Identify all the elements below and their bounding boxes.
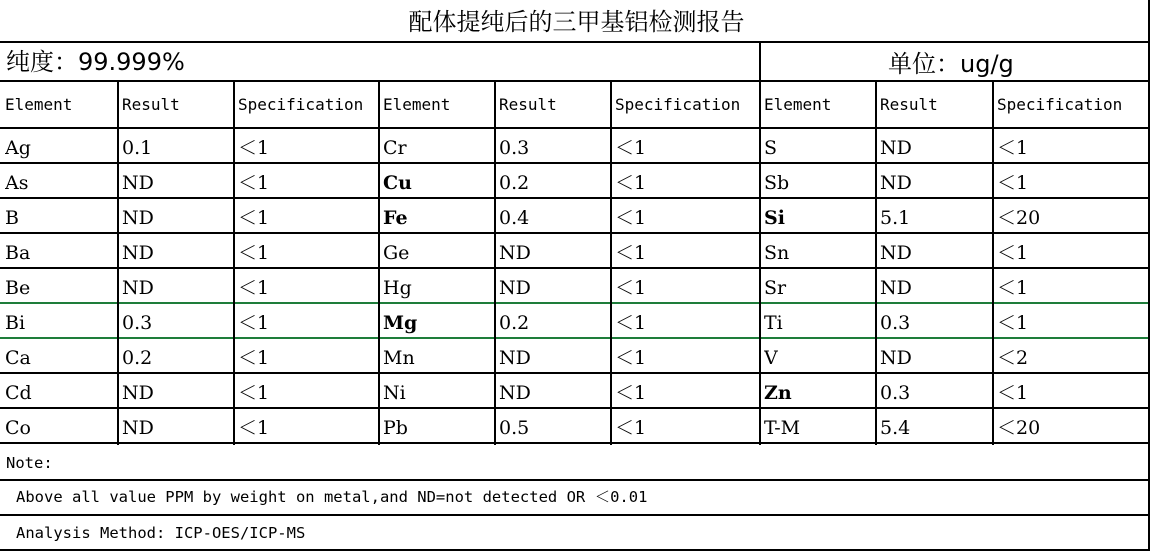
cell-specification[interactable]: ＜1 <box>997 172 1029 194</box>
cell-result[interactable]: ND <box>122 207 154 229</box>
cell-specification[interactable]: ＜1 <box>997 137 1029 159</box>
grid-vline <box>378 80 380 445</box>
grid-hline <box>0 197 1150 199</box>
cell-element[interactable]: Sb <box>764 172 790 194</box>
cell-result[interactable]: ND <box>880 277 912 299</box>
grid-vline <box>759 80 761 445</box>
cell-result[interactable]: 5.1 <box>880 207 911 229</box>
grid-vline <box>875 80 877 445</box>
grid-hline <box>0 232 1150 234</box>
cell-specification[interactable]: ＜1 <box>238 172 270 194</box>
cell-specification[interactable]: ＜1 <box>615 347 647 369</box>
grid-vline <box>117 80 119 445</box>
cell-result[interactable]: 0.3 <box>880 382 911 404</box>
col-header-specification-1[interactable]: Specification <box>238 95 364 114</box>
cell-result[interactable]: 0.2 <box>499 172 530 194</box>
cell-result[interactable]: ND <box>122 417 154 439</box>
cell-specification[interactable]: ＜1 <box>615 382 647 404</box>
cell-result[interactable]: ND <box>880 137 912 159</box>
cell-specification[interactable]: ＜1 <box>238 347 270 369</box>
cell-specification[interactable]: ＜1 <box>615 137 647 159</box>
cell-result[interactable]: ND <box>122 242 154 264</box>
col-header-element-1[interactable]: Element <box>5 95 73 114</box>
cell-specification[interactable]: ＜20 <box>997 417 1041 439</box>
cell-element[interactable]: Si <box>764 207 785 229</box>
cell-specification[interactable]: ＜1 <box>238 382 270 404</box>
cell-result[interactable]: 0.3 <box>499 137 530 159</box>
col-header-specification-3[interactable]: Specification <box>997 95 1123 114</box>
col-header-result-1[interactable]: Result <box>122 95 180 114</box>
cell-element[interactable]: Fe <box>383 207 408 229</box>
cell-result[interactable]: ND <box>880 242 912 264</box>
cell-specification[interactable]: ＜1 <box>615 417 647 439</box>
cell-element[interactable]: Cr <box>383 137 407 159</box>
cell-specification[interactable]: ＜1 <box>997 242 1029 264</box>
purity-label[interactable]: 纯度：99.999% <box>6 48 185 76</box>
grid-hline <box>0 80 1150 82</box>
note-text[interactable]: Above all value PPM by weight on metal,and ND=not detected OR ＜0.01 <box>16 488 648 506</box>
cell-result[interactable]: ND <box>880 172 912 194</box>
report-title[interactable]: 配体提纯后的三甲基铝检测报告 <box>408 8 745 36</box>
cell-result[interactable]: 0.3 <box>122 312 153 334</box>
grid-hline <box>0 372 1150 374</box>
cell-specification[interactable]: ＜1 <box>615 312 647 334</box>
col-header-element-3[interactable]: Element <box>764 95 832 114</box>
col-header-specification-2[interactable]: Specification <box>615 95 741 114</box>
cell-specification[interactable]: ＜1 <box>238 312 270 334</box>
grid-hline <box>0 267 1150 269</box>
cell-result[interactable]: 5.4 <box>880 417 911 439</box>
cell-specification[interactable]: ＜2 <box>997 347 1029 369</box>
cell-specification[interactable]: ＜1 <box>238 137 270 159</box>
cell-result[interactable]: ND <box>122 172 154 194</box>
cell-result[interactable]: ND <box>122 277 154 299</box>
grid-vline <box>494 80 496 445</box>
grid-hline <box>0 442 1150 444</box>
cell-element[interactable]: Ge <box>383 242 410 264</box>
cell-element[interactable]: Pb <box>383 417 408 439</box>
cell-element[interactable]: Ca <box>5 347 31 369</box>
cell-element[interactable]: Cu <box>383 172 412 194</box>
cell-element[interactable]: T-M <box>764 417 801 439</box>
cell-specification[interactable]: ＜1 <box>997 312 1029 334</box>
cell-result[interactable]: ND <box>880 347 912 369</box>
col-header-result-2[interactable]: Result <box>499 95 557 114</box>
cell-specification[interactable]: ＜1 <box>615 172 647 194</box>
cell-specification[interactable]: ＜1 <box>615 242 647 264</box>
col-header-element-2[interactable]: Element <box>383 95 451 114</box>
cell-result[interactable]: 0.3 <box>880 312 911 334</box>
cell-result[interactable]: ND <box>499 277 531 299</box>
grid-hline <box>0 549 1150 551</box>
grid-hline <box>0 407 1150 409</box>
cell-specification[interactable]: ＜1 <box>997 277 1029 299</box>
grid-vline <box>992 80 994 445</box>
cell-specification[interactable]: ＜1 <box>615 277 647 299</box>
cell-element[interactable]: Ba <box>5 242 31 264</box>
grid-vline <box>759 41 761 82</box>
cell-result[interactable]: ND <box>499 347 531 369</box>
cell-result[interactable]: 0.1 <box>122 137 153 159</box>
cell-specification[interactable]: ＜1 <box>238 242 270 264</box>
cell-specification[interactable]: ＜20 <box>997 207 1041 229</box>
cell-specification[interactable]: ＜1 <box>997 382 1029 404</box>
grid-vline <box>233 80 235 445</box>
cell-result[interactable]: ND <box>122 382 154 404</box>
cell-element[interactable]: Mn <box>383 347 415 369</box>
cell-element[interactable]: Mg <box>383 312 418 334</box>
cell-element[interactable]: Hg <box>383 277 412 299</box>
cell-element[interactable]: Ag <box>5 137 31 159</box>
grid-hline <box>0 337 1150 339</box>
cell-specification[interactable]: ＜1 <box>238 277 270 299</box>
grid-hline <box>0 514 1150 516</box>
cell-result[interactable]: 0.5 <box>499 417 530 439</box>
cell-specification[interactable]: ＜1 <box>615 207 647 229</box>
cell-specification[interactable]: ＜1 <box>238 207 270 229</box>
cell-result[interactable]: 0.4 <box>499 207 530 229</box>
cell-element[interactable]: Ti <box>764 312 783 334</box>
cell-element[interactable]: V <box>764 347 778 369</box>
grid-hline <box>0 162 1150 164</box>
cell-element[interactable]: Zn <box>764 382 792 404</box>
note-label[interactable]: Note: <box>6 454 53 472</box>
cell-element[interactable]: Sn <box>764 242 790 264</box>
cell-specification[interactable]: ＜1 <box>238 417 270 439</box>
grid-vline <box>610 80 612 445</box>
cell-element[interactable]: As <box>5 172 29 194</box>
col-header-result-3[interactable]: Result <box>880 95 938 114</box>
grid-hline <box>0 41 1150 43</box>
grid-hline <box>0 127 1150 129</box>
cell-element[interactable]: B <box>5 207 19 229</box>
grid-vline <box>1148 0 1150 550</box>
unit-label[interactable]: 单位：ug/g <box>888 50 1014 78</box>
cell-element[interactable]: S <box>764 137 778 159</box>
cell-element[interactable]: Be <box>5 277 31 299</box>
cell-element[interactable]: Sr <box>764 277 787 299</box>
cell-element[interactable]: Bi <box>5 312 26 334</box>
cell-element[interactable]: Co <box>5 417 31 439</box>
cell-result[interactable]: ND <box>499 382 531 404</box>
grid-hline <box>0 302 1150 304</box>
cell-result[interactable]: ND <box>499 242 531 264</box>
cell-result[interactable]: 0.2 <box>122 347 153 369</box>
cell-element[interactable]: Cd <box>5 382 32 404</box>
grid-hline <box>0 479 1150 481</box>
cell-result[interactable]: 0.2 <box>499 312 530 334</box>
cell-element[interactable]: Ni <box>383 382 406 404</box>
analysis-method[interactable]: Analysis Method: ICP-OES/ICP-MS <box>16 524 306 542</box>
